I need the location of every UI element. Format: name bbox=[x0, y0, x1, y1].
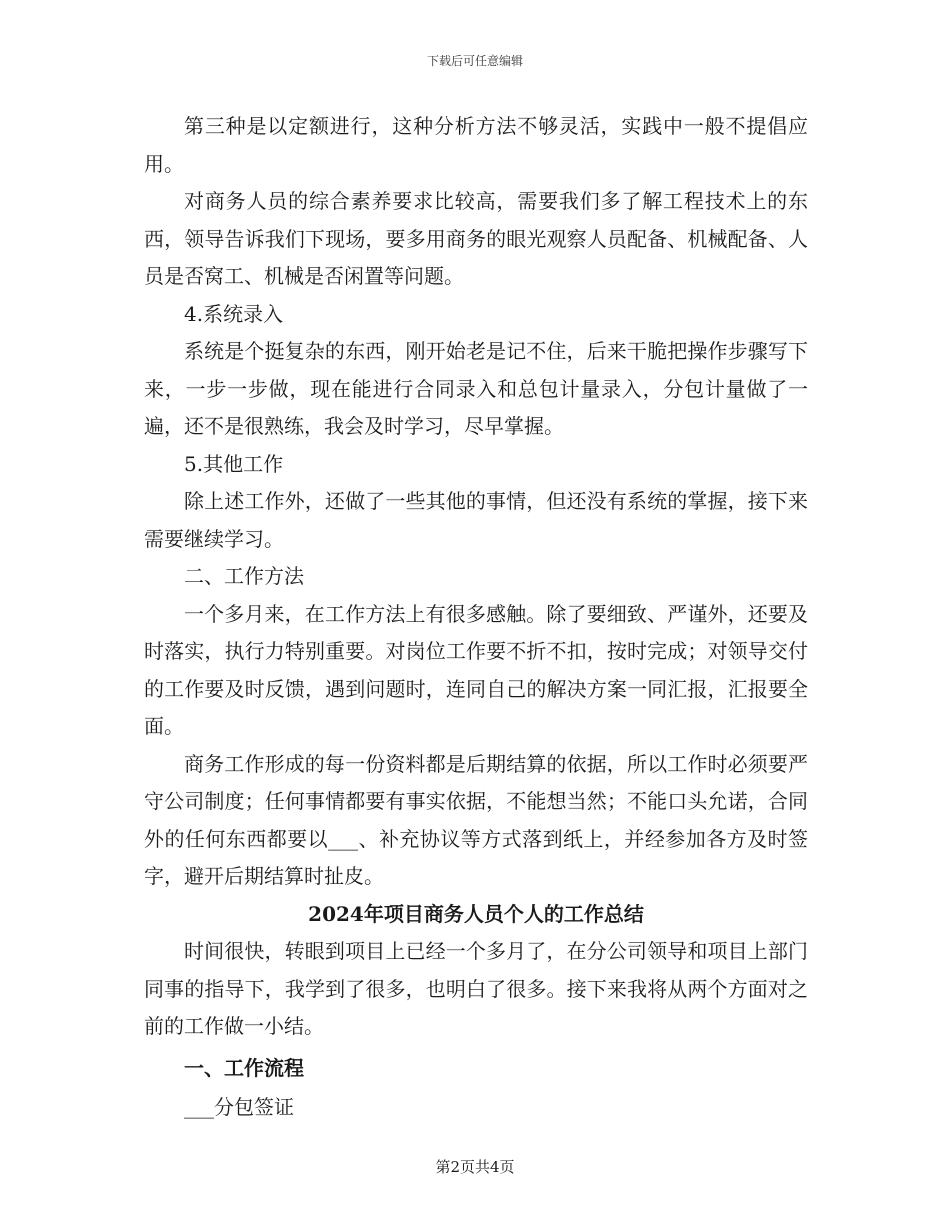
document-body bbox=[144, 108, 808, 1127]
paragraph-system-entry: 系统是个挺复杂的东西，刚开始老是记不住，后来干脆把操作步骤写下来，一步一步做，现在能进行合同录入和总包计量录入，分包计量做了一遍，还不是很熟练，我会及时学习，尽早掌握。 bbox=[144, 339, 808, 438]
paragraph-commercial-quality: 对商务人员的综合素养要求比较高，需要我们多了解工程技术上的东西，领导告诉我们下现场，要多用商务的眼光观察人员配备、机械配备、人员是否窝工、机械是否闲置等问题。 bbox=[144, 189, 808, 288]
paragraph-work-method: 一个多月来，在工作方法上有很多感触。除了要细致、严谨外，还要及时落实，执行力特别重要。对岗位工作要不折不扣，按时完成；对领导交付的工作要及时反馈，遇到问题时，连同自己的解决方案一同汇报，汇报要全面。 bbox=[144, 601, 808, 738]
item-system-entry: 4.系统录入 bbox=[184, 301, 284, 326]
item-subcontract-visa: ___分包签证 bbox=[184, 1095, 294, 1119]
paragraph-quota-method: 第三种是以定额进行，这种分析方法不够灵活，实践中一般不提倡应用。 bbox=[144, 114, 808, 176]
section-work-method: 二、工作方法 bbox=[184, 564, 304, 588]
paragraph-intro: 时间很快，转眼到项目上已经一个多月了，在分公司领导和项目上部门同事的指导下，我学到了很多，也明白了很多。接下来我将从两个方面对之前的工作做一小结。 bbox=[144, 939, 808, 1038]
paragraph-other-work: 除上述工作外，还做了一些其他的事情，但还没有系统的掌握，接下来需要继续学习。 bbox=[144, 489, 808, 551]
item-other-work: 5.其他工作 bbox=[184, 451, 284, 476]
page-footer: 第2页共4页 bbox=[435, 1158, 515, 1176]
document-title: 2024年项目商务人员个人的工作总结 bbox=[308, 901, 644, 926]
section-workflow: 一、工作流程 bbox=[184, 1055, 304, 1080]
page-header: 下载后可任意编辑 bbox=[426, 54, 523, 68]
paragraph-documentation: 商务工作形成的每一份资料都是后期结算的依据，所以工作时必须要严守公司制度；任何事情都要有事实依据，不能想当然；不能口头允诺，合同外的任何东西都要以___、补充协议等方式落到纸上，并经参加各方及时签字，避开后期结算时扯皮。 bbox=[144, 751, 808, 888]
